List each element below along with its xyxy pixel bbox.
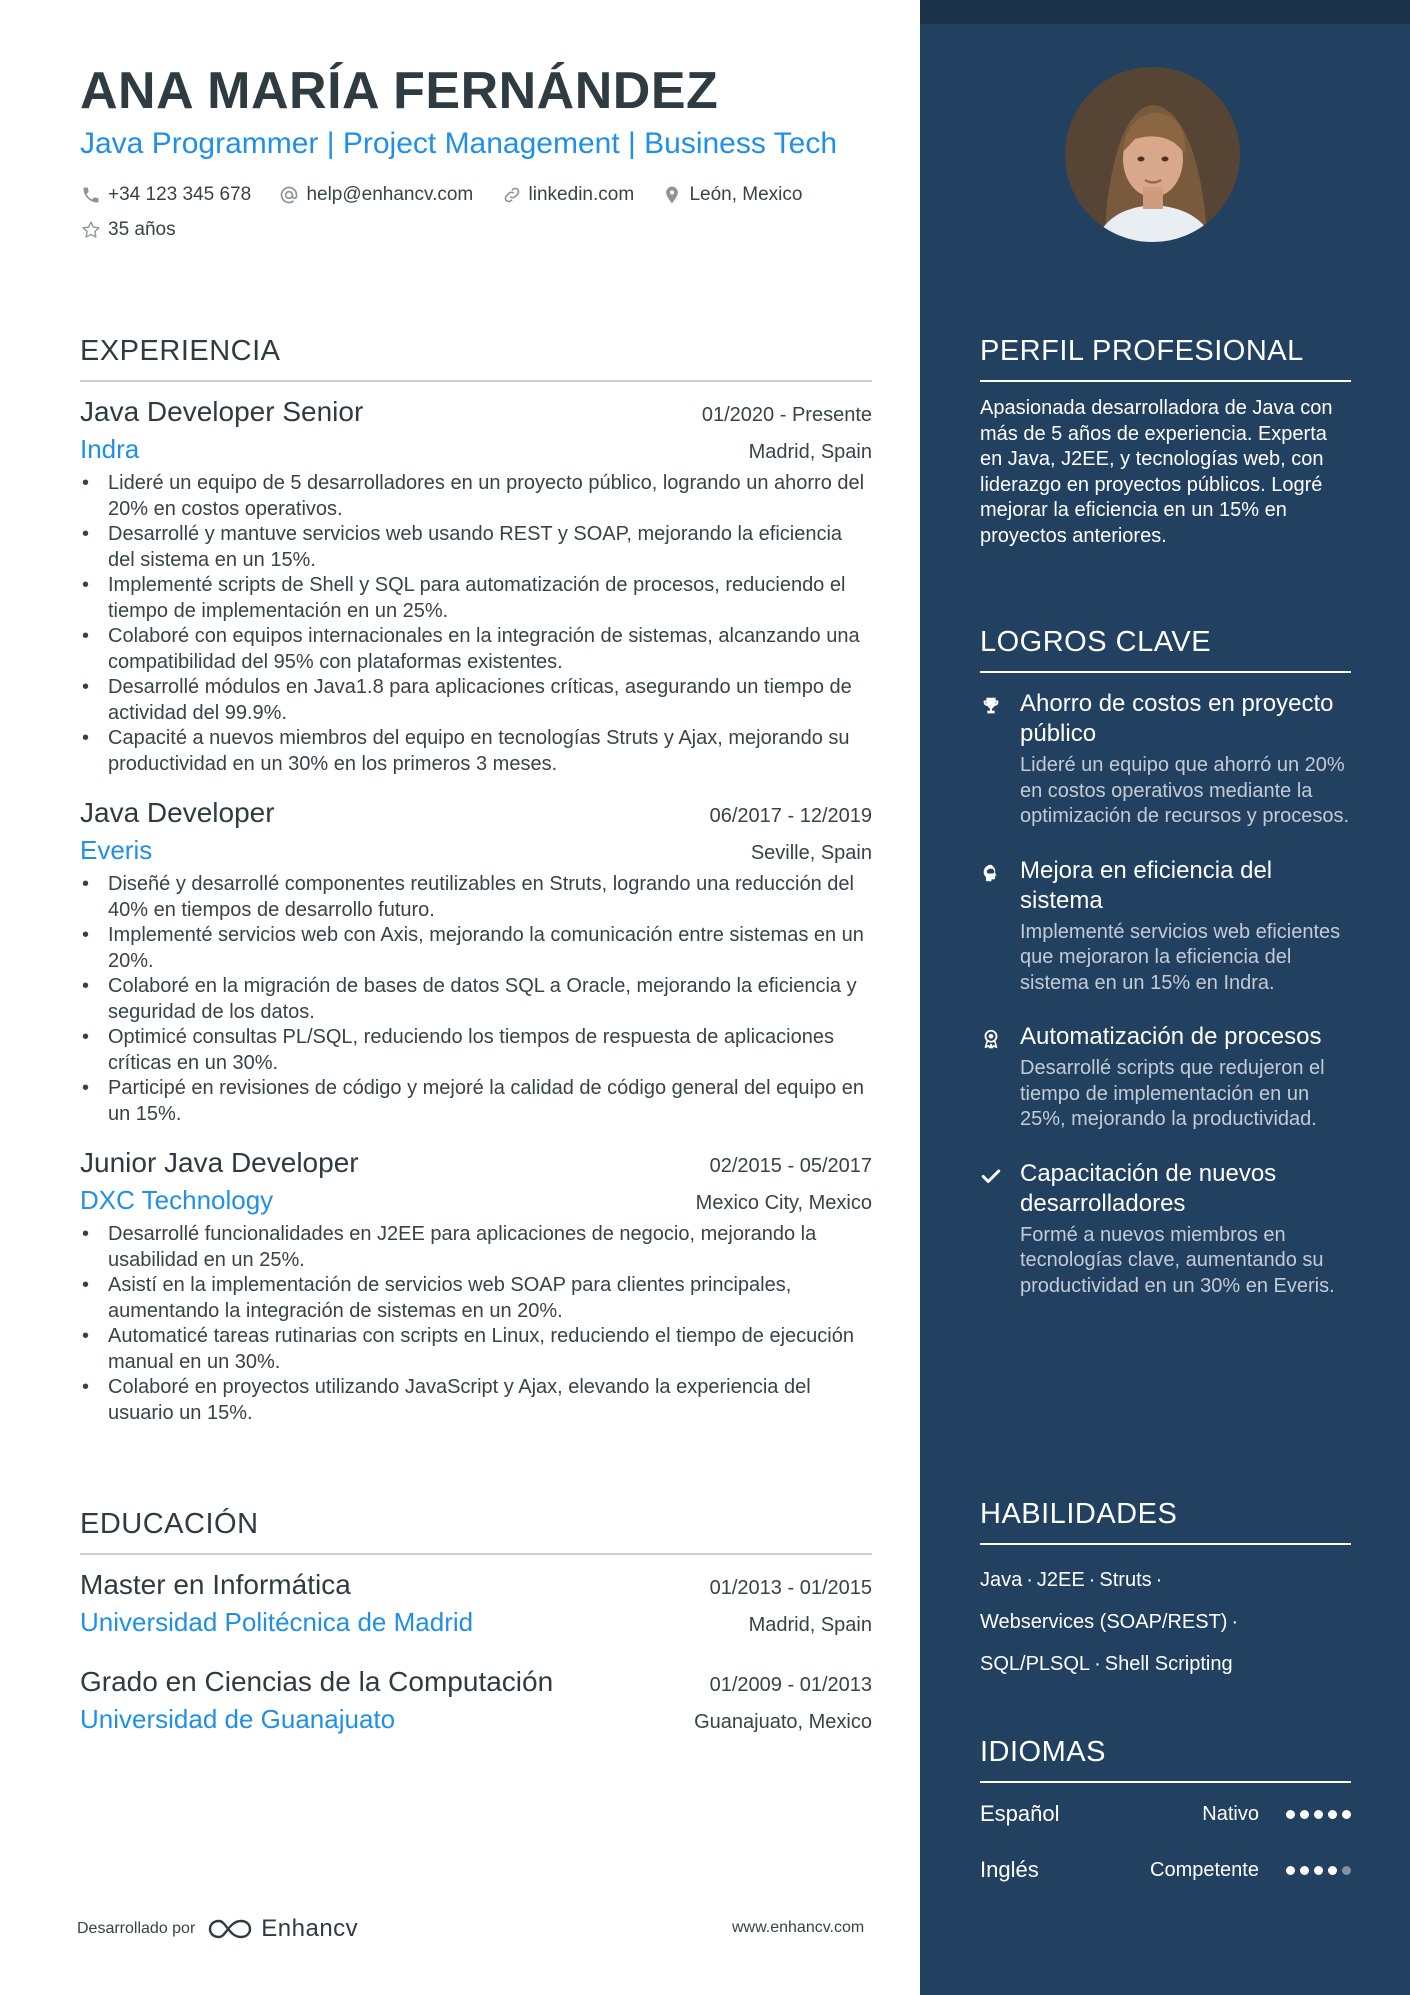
skill-separator: · xyxy=(1155,1569,1163,1591)
star-icon xyxy=(80,219,102,241)
brain-icon xyxy=(980,856,1010,997)
education-dates: 01/2013 - 01/2015 xyxy=(709,1577,872,1599)
contact-location xyxy=(661,180,802,210)
skill-separator: · xyxy=(1088,1569,1096,1591)
job-bullet: • Lideré un equipo de 5 desarrolladores en un proyecto público, logrando un ahorro del 20% en costos operativos. xyxy=(80,471,872,522)
experience-section xyxy=(80,335,872,1426)
languages-heading: IDIOMAS xyxy=(980,1736,1351,1783)
job-location: Madrid, Spain xyxy=(748,441,872,463)
rating-dot xyxy=(1342,1866,1351,1875)
resume-header xyxy=(80,60,872,250)
job-entry xyxy=(80,1147,872,1426)
job-bullet: • Optimicé consultas PL/SQL, reduciendo los tiempos de respuesta de aplicaciones críticas en un 30%. xyxy=(80,1025,872,1076)
achievement-desc: Formé a nuevos miembros en tecnologías clave, aumentando su productividad en un 30% en Everis. xyxy=(1020,1223,1335,1297)
education-location: Madrid, Spain xyxy=(748,1614,872,1636)
achievement-title: Mejora en eficiencia del sistema xyxy=(1020,856,1273,914)
achievement-title: Capacitación de nuevos desarrolladores xyxy=(1020,1159,1277,1217)
achievement-item xyxy=(980,689,1351,830)
rating-dot xyxy=(1286,1866,1295,1875)
job-location: Seville, Spain xyxy=(750,842,872,864)
job-role: Java Developer xyxy=(80,797,275,828)
job-dates: 06/2017 - 12/2019 xyxy=(709,805,872,827)
skills-heading: HABILIDADES xyxy=(980,1498,1351,1545)
skill-tag: J2EE xyxy=(1036,1569,1085,1591)
skills-list xyxy=(980,1559,1351,1685)
rating-dot xyxy=(1314,1810,1323,1819)
job-bullet: • Automaticé tareas rutinarias con scripts en Linux, reduciendo el tiempo de ejecución manual en un 30%. xyxy=(80,1324,872,1375)
education-school: Universidad de Guanajuato xyxy=(80,1704,396,1734)
achievement-title: Ahorro de costos en proyecto público xyxy=(1020,690,1334,747)
job-bullet: • Desarrollé y mantuve servicios web usando REST y SOAP, mejorando la eficiencia del sistema en un 15%. xyxy=(80,522,872,573)
job-bullets xyxy=(80,1222,872,1426)
candidate-name: ANA MARÍA FERNÁNDEZ xyxy=(80,62,719,120)
achievement-desc: Implementé servicios web eficientes que mejoraron la eficiencia del sistema en un 15% en Indra. xyxy=(1020,920,1341,994)
education-entry xyxy=(80,1569,872,1638)
achievements-section xyxy=(980,626,1351,1299)
contact-age-text: 35 años xyxy=(108,219,176,240)
education-heading: EDUCACIÓN xyxy=(80,1508,872,1555)
education-entry xyxy=(80,1666,872,1735)
rating-dot xyxy=(1314,1866,1323,1875)
enhancv-logo-icon xyxy=(207,1917,253,1941)
skill-tag: Java xyxy=(980,1569,1023,1591)
languages-section xyxy=(980,1736,1351,1885)
rating-dot xyxy=(1328,1810,1337,1819)
job-role: Java Developer Senior xyxy=(80,396,364,427)
language-level: Competente xyxy=(1150,1858,1259,1881)
candidate-title: Java Programmer | Project Management | Business Tech xyxy=(80,127,838,160)
achievement-item xyxy=(980,856,1351,997)
job-bullets xyxy=(80,471,872,777)
job-dates: 01/2020 - Presente xyxy=(701,404,872,426)
at-icon xyxy=(278,184,300,206)
contact-phone-text: +34 123 345 678 xyxy=(108,184,252,205)
job-bullet: • Desarrollé módulos en Java1.8 para aplicaciones críticas, asegurando un tiempo de actividad del 99.9%. xyxy=(80,675,872,726)
experience-heading: EXPERIENCIA xyxy=(80,335,872,382)
contact-email-text[interactable]: help@enhancv.com xyxy=(306,184,474,205)
job-bullet: • Implementé servicios web con Axis, mejorando la comunicación entre sistemas en un 20%. xyxy=(80,923,872,974)
sidebar-top-band xyxy=(920,0,1410,24)
job-location: Mexico City, Mexico xyxy=(695,1192,872,1214)
job-entry xyxy=(80,797,872,1127)
rating-dot xyxy=(1342,1810,1351,1819)
language-level: Nativo xyxy=(1202,1802,1259,1825)
achievement-desc: Desarrollé scripts que redujeron el tiempo de implementación en un 25%, mejorando la productividad. xyxy=(1020,1057,1325,1130)
skill-tag: Shell Scripting xyxy=(1104,1653,1233,1675)
footer-branding xyxy=(77,1915,358,1943)
skill-tag: SQL/PLSQL xyxy=(980,1653,1091,1675)
contact-linkedin[interactable] xyxy=(501,180,635,210)
rating-dot xyxy=(1328,1866,1337,1875)
job-company: Everis xyxy=(80,835,153,865)
contact-email[interactable] xyxy=(278,180,473,210)
education-section xyxy=(80,1508,872,1735)
skill-tag: Webservices (SOAP/REST) xyxy=(980,1611,1228,1633)
avatar xyxy=(1065,67,1240,242)
profile-heading: PERFIL PROFESIONAL xyxy=(980,335,1351,382)
check-icon xyxy=(980,1159,1010,1300)
phone-icon xyxy=(80,184,102,206)
contact-age xyxy=(80,215,176,245)
job-bullet: • Asistí en la implementación de servicios web SOAP para clientes principales, aumentando la integración de sistemas en un 20%. xyxy=(80,1273,872,1324)
contact-info xyxy=(80,180,872,250)
skill-separator: · xyxy=(1026,1569,1033,1591)
job-dates: 02/2015 - 05/2017 xyxy=(709,1155,872,1177)
language-name: Inglés xyxy=(980,1857,1039,1882)
achievement-item xyxy=(980,1022,1351,1133)
job-entry xyxy=(80,396,872,777)
skill-separator: · xyxy=(1231,1611,1239,1633)
skills-section xyxy=(980,1498,1351,1685)
rating-dot xyxy=(1300,1810,1309,1819)
job-bullet: • Colaboré con equipos internacionales en la integración de sistemas, alcanzando una compatibilidad del 95% con plataformas existentes. xyxy=(80,624,872,675)
job-bullet: • Capacité a nuevos miembros del equipo en tecnologías Struts y Ajax, mejorando su productividad en un 30% en los primeros 3 meses. xyxy=(80,726,872,777)
contact-linkedin-text[interactable]: linkedin.com xyxy=(528,184,635,205)
achievement-item xyxy=(980,1159,1351,1300)
job-role: Junior Java Developer xyxy=(80,1147,359,1178)
avatar-photo xyxy=(1065,67,1240,242)
job-bullets xyxy=(80,872,872,1127)
job-bullet: • Colaboré en proyectos utilizando JavaScript y Ajax, elevando la experiencia del usuario un 15%. xyxy=(80,1375,872,1426)
trophy-icon xyxy=(980,689,1010,830)
job-bullet: • Implementé scripts de Shell y SQL para automatización de procesos, reduciendo el tiempo de implementación en un 25%. xyxy=(80,573,872,624)
achievement-title: Automatización de procesos xyxy=(1020,1023,1322,1050)
job-company: DXC Technology xyxy=(80,1185,274,1215)
footer-powered-by: Desarrollado por xyxy=(77,1920,196,1937)
language-name: Español xyxy=(980,1801,1060,1826)
education-degree: Grado en Ciencias de la Computación xyxy=(80,1666,554,1697)
footer-url[interactable]: www.enhancv.com xyxy=(732,1919,865,1936)
skill-tag: Struts xyxy=(1099,1569,1152,1591)
rating-dot xyxy=(1300,1866,1309,1875)
profile-text: Apasionada desarrolladora de Java con más de 5 años de experiencia. Experta en Java, J2EE, y tecnologías web, con liderazgo en proyectos públicos. Logré mejorar la eficiencia en un 15% en proyectos anteriores. xyxy=(980,397,1333,547)
education-degree: Master en Informática xyxy=(80,1569,351,1600)
rating-dot xyxy=(1286,1810,1295,1819)
contact-phone xyxy=(80,180,251,210)
education-dates: 01/2009 - 01/2013 xyxy=(709,1674,872,1696)
footer-brand: Enhancv xyxy=(261,1915,359,1942)
education-location: Guanajuato, Mexico xyxy=(694,1711,872,1733)
language-rating xyxy=(1281,1810,1351,1819)
award-icon xyxy=(980,1022,1010,1133)
skill-separator: · xyxy=(1094,1653,1101,1675)
job-bullet: • Diseñé y desarrollé componentes reutilizables en Struts, logrando una reducción del 40% en tiempos de desarrollo futuro. xyxy=(80,872,872,923)
achievements-heading: LOGROS CLAVE xyxy=(980,626,1351,673)
contact-location-text: León, Mexico xyxy=(689,184,803,205)
language-rating xyxy=(1281,1866,1351,1875)
job-bullet: • Colaboré en la migración de bases de datos SQL a Oracle, mejorando la eficiencia y seguridad de los datos. xyxy=(80,974,872,1025)
education-school: Universidad Politécnica de Madrid xyxy=(80,1607,474,1637)
language-item xyxy=(980,1855,1351,1885)
sidebar xyxy=(920,0,1410,1995)
location-pin-icon xyxy=(661,184,683,206)
job-bullet: • Desarrollé funcionalidades en J2EE para aplicaciones de negocio, mejorando la usabilidad en un 25%. xyxy=(80,1222,872,1273)
profile-section xyxy=(980,335,1351,549)
job-company: Indra xyxy=(80,434,140,464)
language-item xyxy=(980,1799,1351,1829)
enhancv-logo[interactable] xyxy=(207,1915,358,1943)
link-icon xyxy=(501,184,523,206)
job-bullet: • Participé en revisiones de código y mejoré la calidad de código general del equipo en un 15%. xyxy=(80,1076,872,1127)
achievement-desc: Lideré un equipo que ahorró un 20% en costos operativos mediante la optimización de recursos y procesos. xyxy=(1020,754,1350,827)
